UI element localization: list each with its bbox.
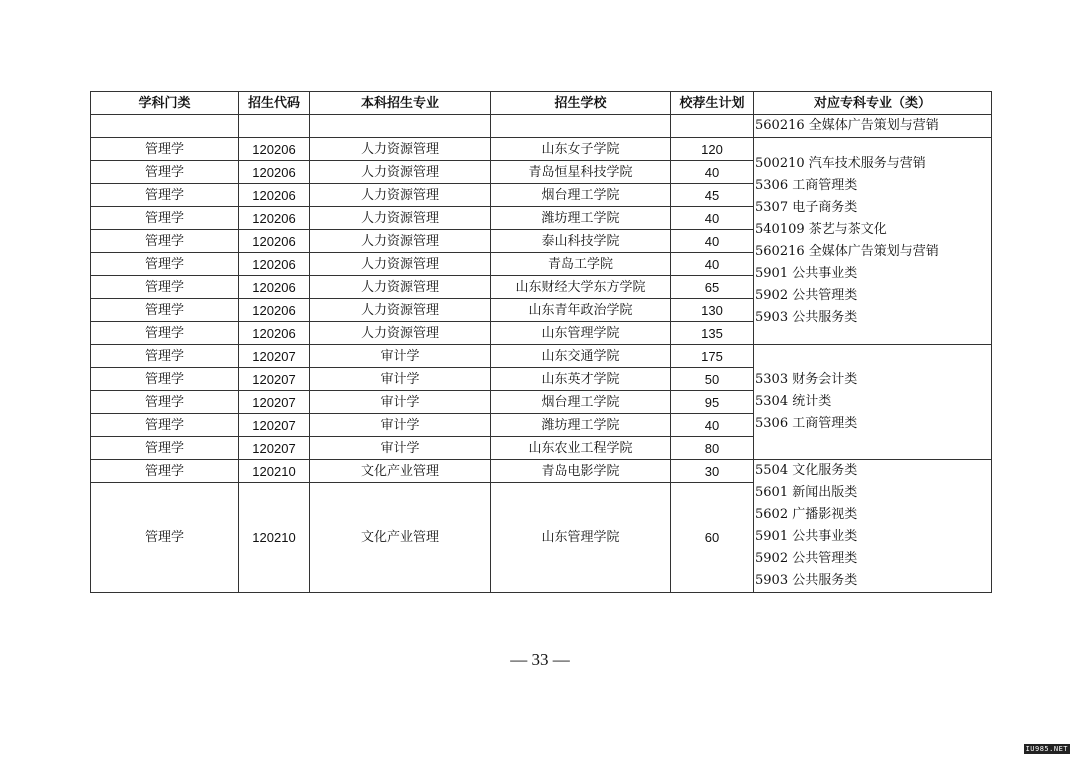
- cell-school: 潍坊理工学院: [491, 207, 671, 230]
- specialty-item: 5504 文化服务类: [755, 463, 858, 478]
- cell-category: 管理学: [91, 161, 239, 184]
- cell-code: 120206: [239, 230, 310, 253]
- cell-plan: 40: [671, 253, 754, 276]
- cell-plan: 130: [671, 299, 754, 322]
- cell-code: 120206: [239, 207, 310, 230]
- enrollment-table: [90, 91, 992, 593]
- cell-major: 人力资源管理: [310, 184, 491, 207]
- specialty-cell-audit: [754, 345, 992, 460]
- header-major: 本科招生专业: [310, 92, 491, 115]
- cell-code: 120206: [239, 322, 310, 345]
- cell-code: 120207: [239, 368, 310, 391]
- cell-category: 管理学: [91, 483, 239, 593]
- header-specialty: 对应专科专业（类）: [754, 92, 992, 115]
- cell-code: 120207: [239, 391, 310, 414]
- cell-plan: 95: [671, 391, 754, 414]
- cell-major: 人力资源管理: [310, 230, 491, 253]
- cell-school: 山东管理学院: [491, 322, 671, 345]
- cell-code: 120210: [239, 483, 310, 593]
- cell-major: 人力资源管理: [310, 253, 491, 276]
- cell-category: 管理学: [91, 138, 239, 161]
- cell-plan: 45: [671, 184, 754, 207]
- cell-plan: 30: [671, 460, 754, 483]
- specialty-item: 500210 汽车技术服务与营销: [755, 156, 926, 171]
- cell-school: 山东管理学院: [491, 483, 671, 593]
- specialty-item: 5307 电子商务类: [755, 200, 858, 215]
- cell-plan: 40: [671, 207, 754, 230]
- table-row: [91, 345, 992, 368]
- cell-code: 120206: [239, 184, 310, 207]
- cell-code: 120207: [239, 414, 310, 437]
- header-category: 学科门类: [91, 92, 239, 115]
- specialty-cell-hr: [754, 138, 992, 345]
- header-school: 招生学校: [491, 92, 671, 115]
- specialty-item: 5901 公共事业类: [755, 266, 858, 281]
- specialty-item: 5903 公共服务类: [755, 573, 858, 588]
- header-code: 招生代码: [239, 92, 310, 115]
- cell-major: 文化产业管理: [310, 483, 491, 593]
- cell-school: 青岛电影学院: [491, 460, 671, 483]
- cell-school: 山东农业工程学院: [491, 437, 671, 460]
- table-row: [91, 460, 992, 483]
- cell-category: 管理学: [91, 184, 239, 207]
- cell-code: 120206: [239, 161, 310, 184]
- cell-school: 烟台理工学院: [491, 184, 671, 207]
- cell-school: 泰山科技学院: [491, 230, 671, 253]
- specialty-item: 5306 工商管理类: [755, 178, 858, 193]
- specialty-item: 5304 统计类: [755, 394, 832, 409]
- cell-plan: 40: [671, 414, 754, 437]
- page-number: — 33 —: [510, 650, 570, 669]
- cell-category: 管理学: [91, 253, 239, 276]
- specialty-item: 5902 公共管理类: [755, 288, 858, 303]
- cell-major: 文化产业管理: [310, 460, 491, 483]
- cell-plan: 135: [671, 322, 754, 345]
- cell-code: 120210: [239, 460, 310, 483]
- cell-school: 青岛恒星科技学院: [491, 161, 671, 184]
- cell-plan: 120: [671, 138, 754, 161]
- cell-plan: 175: [671, 345, 754, 368]
- cell-major: 审计学: [310, 414, 491, 437]
- cell-code: 120206: [239, 253, 310, 276]
- specialty-item: 5602 广播影视类: [755, 507, 858, 522]
- cell-code: 120206: [239, 276, 310, 299]
- cell-category: 管理学: [91, 345, 239, 368]
- cell-school: 山东青年政治学院: [491, 299, 671, 322]
- cell-school: 山东英才学院: [491, 368, 671, 391]
- cell-category: 管理学: [91, 299, 239, 322]
- cell-plan: 65: [671, 276, 754, 299]
- table-row: [91, 115, 992, 138]
- cell-code: 120206: [239, 299, 310, 322]
- cell-plan: 50: [671, 368, 754, 391]
- cell-category: 管理学: [91, 460, 239, 483]
- cell-category: 管理学: [91, 368, 239, 391]
- specialty-item: 5902 公共管理类: [755, 551, 858, 566]
- cell-category: 管理学: [91, 391, 239, 414]
- cell-major: 审计学: [310, 437, 491, 460]
- cell-category: 管理学: [91, 437, 239, 460]
- cell-major: 人力资源管理: [310, 161, 491, 184]
- specialty-cell: [754, 115, 992, 138]
- specialty-item: 560216 全媒体广告策划与营销: [755, 118, 939, 133]
- cell-category: 管理学: [91, 322, 239, 345]
- specialty-item: 560216 全媒体广告策划与营销: [755, 244, 939, 259]
- table-header-row: [91, 92, 992, 115]
- cell-major: 人力资源管理: [310, 276, 491, 299]
- cell-plan: 40: [671, 161, 754, 184]
- specialty-item: 5306 工商管理类: [755, 416, 858, 431]
- cell-major: 人力资源管理: [310, 322, 491, 345]
- cell-school: 山东财经大学东方学院: [491, 276, 671, 299]
- cell-category: 管理学: [91, 414, 239, 437]
- specialty-item: 5601 新闻出版类: [755, 485, 858, 500]
- specialty-item: 540109 茶艺与茶文化: [755, 222, 887, 237]
- table-row: [91, 138, 992, 161]
- cell-code: 120207: [239, 437, 310, 460]
- cell-major: 人力资源管理: [310, 138, 491, 161]
- cell-category: 管理学: [91, 276, 239, 299]
- cell-plan: 80: [671, 437, 754, 460]
- watermark: IU985.NET: [1025, 745, 1068, 753]
- header-plan: 校荐生计划: [671, 92, 754, 115]
- cell-code: 120206: [239, 138, 310, 161]
- cell-school: 烟台理工学院: [491, 391, 671, 414]
- cell-plan: 40: [671, 230, 754, 253]
- cell-school: 山东交通学院: [491, 345, 671, 368]
- cell-school: 潍坊理工学院: [491, 414, 671, 437]
- cell-school: 山东女子学院: [491, 138, 671, 161]
- specialty-item: 5303 财务会计类: [755, 372, 858, 387]
- specialty-item: 5903 公共服务类: [755, 310, 858, 325]
- cell-major: 审计学: [310, 368, 491, 391]
- cell-school: 青岛工学院: [491, 253, 671, 276]
- cell-major: 审计学: [310, 345, 491, 368]
- cell-major: 人力资源管理: [310, 207, 491, 230]
- cell-major: 人力资源管理: [310, 299, 491, 322]
- cell-code: 120207: [239, 345, 310, 368]
- cell-major: 审计学: [310, 391, 491, 414]
- cell-category: 管理学: [91, 230, 239, 253]
- cell-category: 管理学: [91, 207, 239, 230]
- specialty-item: 5901 公共事业类: [755, 529, 858, 544]
- cell-plan: 60: [671, 483, 754, 593]
- specialty-cell-culture: [754, 460, 992, 593]
